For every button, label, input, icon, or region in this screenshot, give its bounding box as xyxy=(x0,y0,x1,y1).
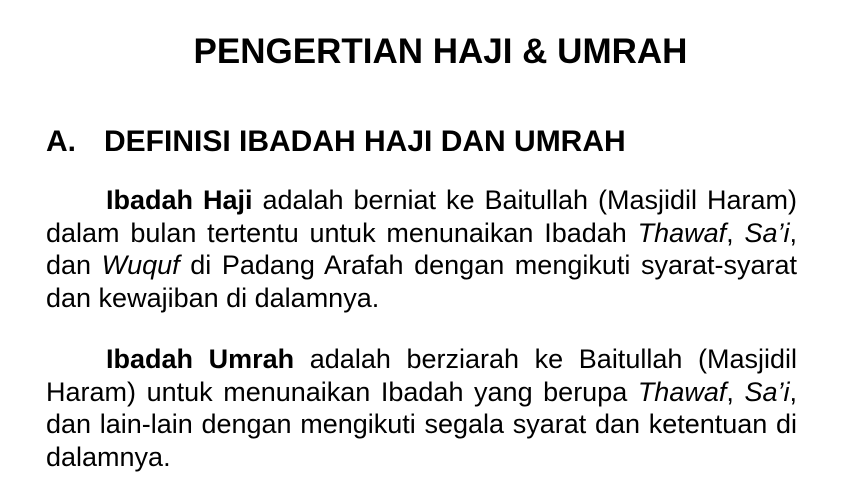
paragraph-haji-definition xyxy=(46,184,797,314)
umrah-text-2: , dan lain-lain dengan mengikuti segala syarat dan ketentuan di dalamnya. xyxy=(46,376,797,472)
umrah-italic-sai: Sa’i xyxy=(744,376,790,407)
section-heading xyxy=(46,122,626,162)
umrah-sep-1: , xyxy=(726,376,745,407)
page-title: PENGERTIAN HAJI & UMRAH xyxy=(193,32,688,71)
section-heading-text: DEFINISI IBADAH HAJI DAN UMRAH xyxy=(104,125,626,158)
haji-sep-1: , xyxy=(726,217,745,248)
umrah-text-1: adalah berziarah ke Baitullah (Masjidil Haram) untuk menunaikan Ibadah yang berupa xyxy=(46,344,797,407)
haji-text-1: adalah berniat ke Baitullah (Masjidil Haram) dalam bulan tertentu untuk menunaikan Ibadah xyxy=(46,185,798,248)
haji-italic-sai: Sa’i xyxy=(744,217,790,248)
section-letter: A. xyxy=(46,125,76,158)
haji-text-2: di Padang Arafah dengan mengikuti syarat-syarat dan kewajiban di dalamnya. xyxy=(46,250,797,313)
paragraph-umrah-definition xyxy=(46,343,797,473)
term-ibadah-umrah: Ibadah Umrah xyxy=(106,344,295,374)
umrah-italic-thawaf: Thawaf xyxy=(637,376,727,407)
haji-italic-wuquf: Wuquf xyxy=(101,250,180,280)
haji-sep-2: , dan xyxy=(46,217,797,280)
haji-italic-thawaf: Thawaf xyxy=(637,217,727,248)
term-ibadah-haji: Ibadah Haji xyxy=(106,185,253,215)
